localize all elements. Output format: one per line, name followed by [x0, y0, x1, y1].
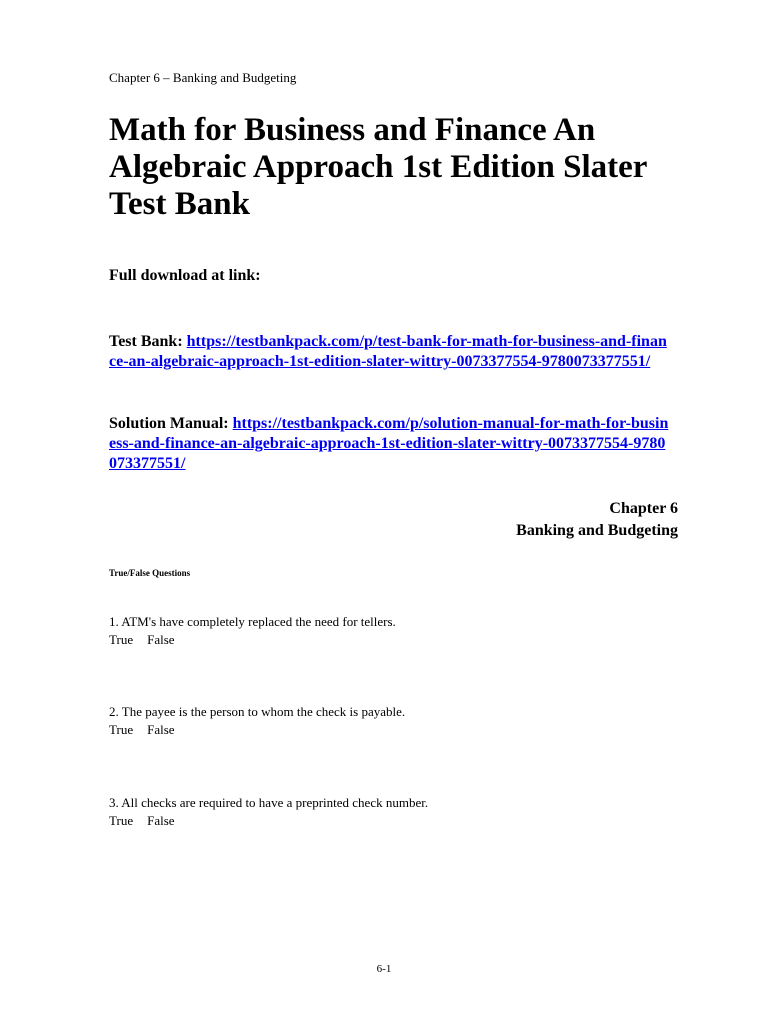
question-text: 3. All checks are required to have a preprinted check number. — [109, 795, 429, 810]
answer-option-false: False — [147, 813, 175, 828]
solution-manual-link[interactable]: https://testbankpack.com/p/solution-manual-for-math-for-business-and-finance-an-algebraic-approach-1st-edition-slater-wittry-0073377554-9780073377551/ — [109, 415, 669, 472]
section-label: True/False Questions — [109, 568, 191, 578]
answer-options — [109, 812, 428, 830]
chapter-heading — [516, 498, 678, 542]
answer-option-false: False — [147, 632, 175, 647]
test-bank-link-block — [109, 332, 669, 372]
download-label: Full download at link: — [109, 267, 261, 284]
question-text: 2. The payee is the person to whom the check is payable. — [109, 704, 406, 719]
page-number: 6-1 — [376, 963, 392, 975]
answer-option-true: True — [109, 632, 134, 647]
solution-manual-link-block — [109, 414, 669, 474]
answer-options — [109, 721, 405, 739]
answer-option-true: True — [109, 813, 134, 828]
question-item — [109, 703, 405, 739]
document-title: Math for Business and Finance An Algebraic Approach 1st Edition Slater Test Bank — [109, 112, 647, 222]
question-item — [109, 794, 428, 830]
question-text: 1. ATM's have completely replaced the need for tellers. — [109, 614, 396, 629]
chapter-number: Chapter 6 — [609, 500, 678, 517]
answer-options — [109, 631, 396, 649]
solution-manual-label: Solution Manual: — [109, 415, 233, 432]
test-bank-label: Test Bank: — [109, 333, 187, 350]
test-bank-link[interactable]: https://testbankpack.com/p/test-bank-for-math-for-business-and-finance-an-algebraic-approach-1st-edition-slater-wittry-0073377554-9780073377551/ — [109, 333, 667, 370]
answer-option-false: False — [147, 722, 175, 737]
chapter-name: Banking and Budgeting — [516, 522, 678, 539]
question-item — [109, 613, 396, 649]
running-header: Chapter 6 – Banking and Budgeting — [109, 70, 297, 85]
answer-option-true: True — [109, 722, 134, 737]
